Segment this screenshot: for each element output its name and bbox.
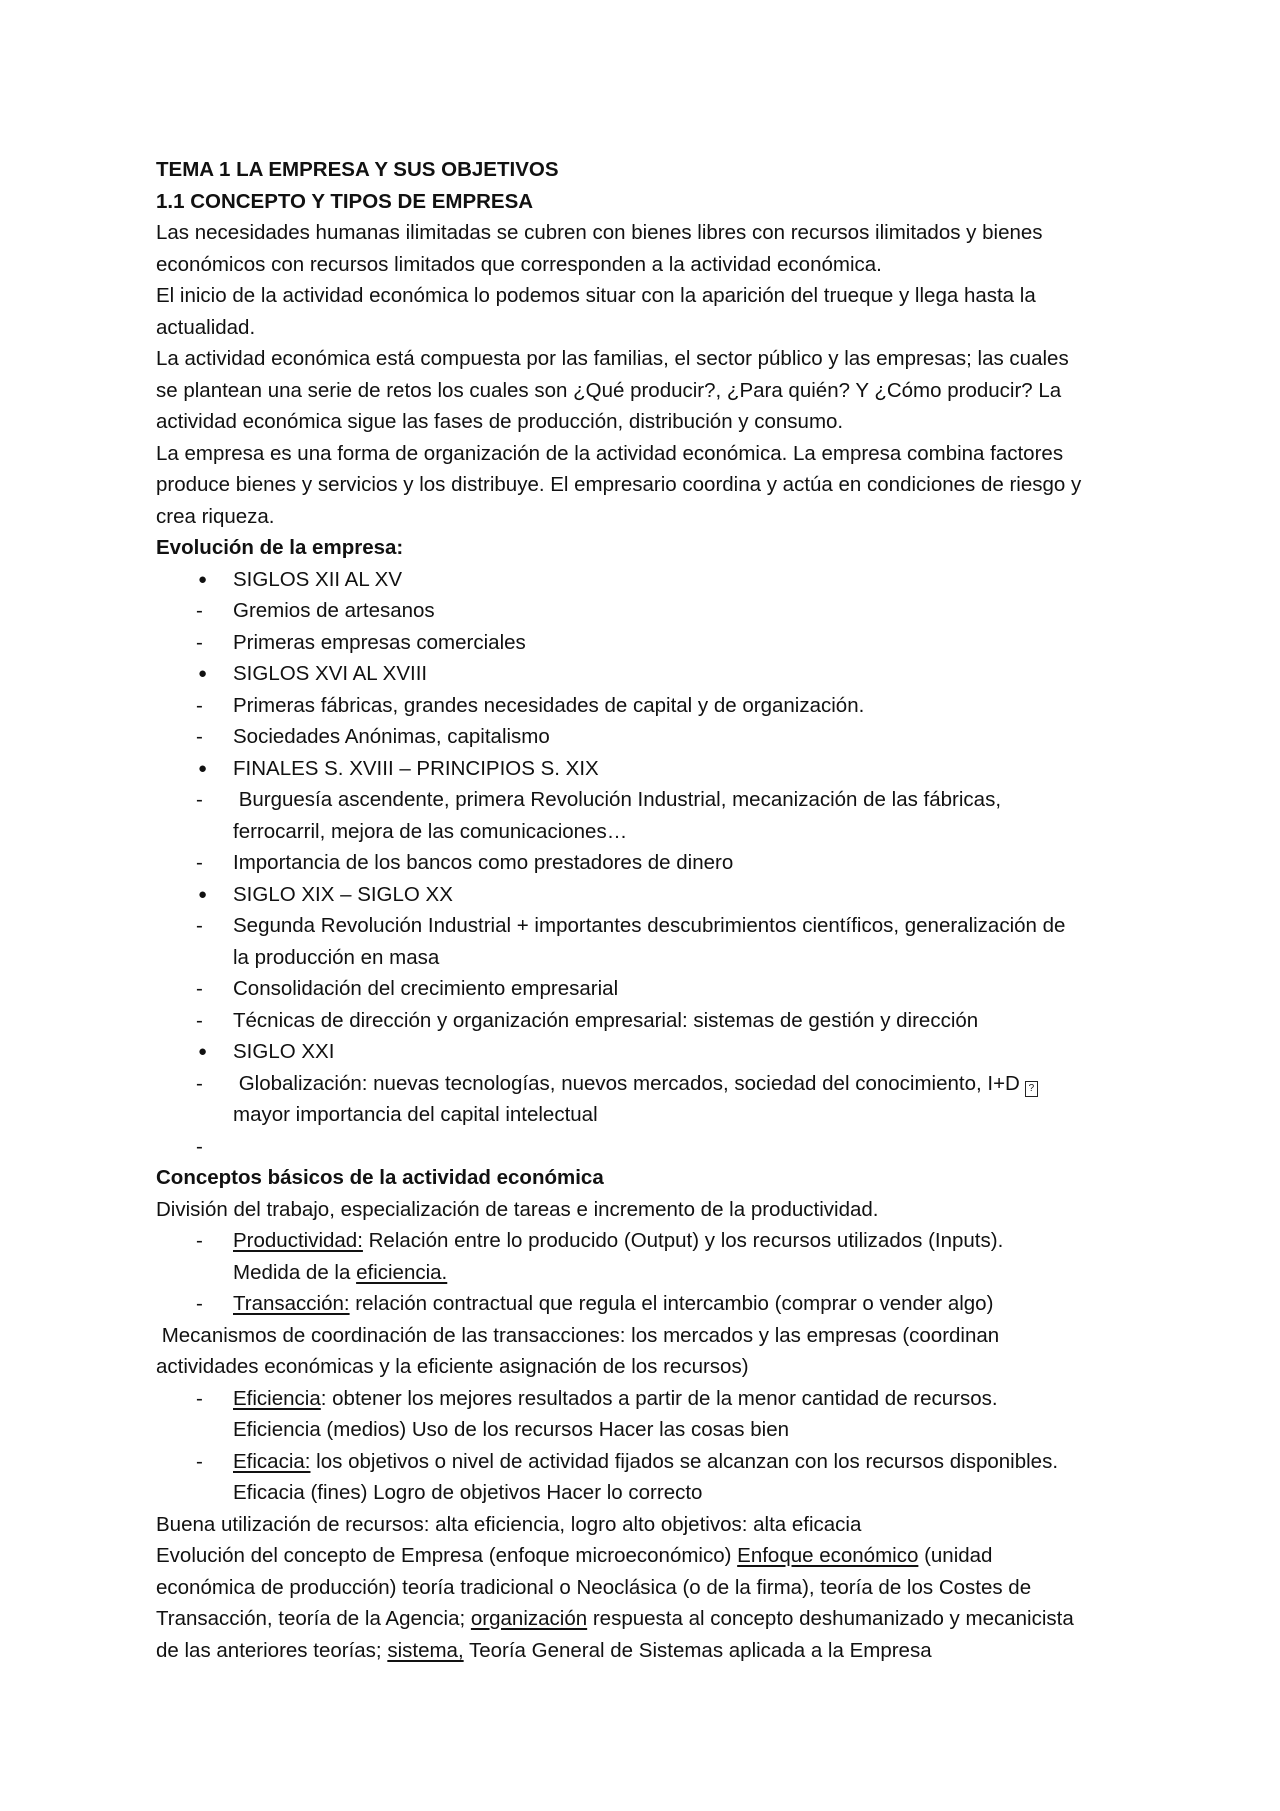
evolution-list [156, 564, 1136, 1163]
document-page [156, 154, 1136, 1666]
list-item: - Gremios de artesanos [156, 595, 1136, 627]
list-item-continuation: ferrocarril, mejora de las comunicaciones… [233, 819, 628, 843]
list-item: ● SIGLO XIX – SIGLO XX [156, 879, 1136, 911]
dash-icon: - [196, 977, 203, 1000]
dash-icon: - [196, 1008, 203, 1032]
intro-paragraph [156, 217, 1136, 532]
text-line: La empresa es una forma de organización de la actividad económica. La empresa combina factores [156, 441, 1064, 465]
dash-icon: - [196, 725, 203, 748]
bullet-icon: ● [198, 885, 208, 903]
list-item: - Primeras empresas comerciales [156, 627, 1136, 659]
bullet-icon: ● [198, 759, 208, 777]
dash-icon: - [196, 1229, 203, 1252]
list-item: ● FINALES S. XVIII – PRINCIPIOS S. XIX [156, 753, 1136, 785]
dash-icon: - [196, 1386, 203, 1410]
list-item: - Productividad: Relación entre lo producido (Output) y los recursos utilizados (Inputs). [156, 1225, 1136, 1257]
list-item-continuation: Eficacia (fines) Logro de objetivos Hacer lo correcto [233, 1481, 703, 1504]
bullet-icon: ● [198, 570, 208, 588]
dash-icon: - [196, 1292, 203, 1315]
term-organizacion: organización [470, 1607, 588, 1630]
dash-icon: - [196, 788, 203, 811]
text-line: Buena utilización de recursos: alta eficiencia, logro alto objetivos: alta eficacia [156, 1512, 862, 1536]
list-item: - Eficiencia: obtener los mejores resultados a partir de la menor cantidad de recursos. [156, 1383, 1136, 1415]
bullet-icon: ● [198, 665, 208, 682]
dash-icon: - [196, 693, 203, 717]
text-line: actualidad. [156, 315, 256, 339]
document-title: TEMA 1 LA EMPRESA Y SUS OBJETIVOS [156, 158, 559, 181]
text-line: La actividad económica está compuesta por las familias, el sector público y las empresas; las cuales [156, 347, 1069, 370]
term-eficiencia-ref: eficiencia. [356, 1260, 448, 1284]
list-item: - Eficacia: los objetivos o nivel de actividad fijados se alcanzan con los recursos disponibles. [156, 1446, 1136, 1478]
list-item: - Sociedades Anónimas, capitalismo [156, 721, 1136, 753]
dash-icon: - [196, 1449, 203, 1473]
term-enfoque-economico: Enfoque económico [737, 1544, 919, 1567]
list-item: - Técnicas de dirección y organización empresarial: sistemas de gestión y dirección [156, 1005, 1136, 1037]
text-line: División del trabajo, especialización de tareas e incremento de la productividad. [156, 1197, 879, 1221]
term-productividad: Productividad: [233, 1229, 363, 1252]
text-line: El inicio de la actividad económica lo podemos situar con la aparición del trueque y llega hasta la [156, 284, 1036, 307]
list-item: - Importancia de los bancos como prestadores de dinero [156, 847, 1136, 879]
text-line: produce bienes y servicios y los distribuye. El empresario coordina y actúa en condiciones de riesgo y [156, 473, 1082, 496]
list-item-continuation: la producción en masa [233, 945, 440, 969]
list-item: - Burguesía ascendente, primera Revolución Industrial, mecanización de las fábricas, [156, 784, 1136, 816]
text-line: Las necesidades humanas ilimitadas se cubren con bienes libres con recursos ilimitados y bienes [156, 221, 1043, 244]
list-item-continuation: Eficiencia (medios) Uso de los recursos Hacer las cosas bien [233, 1418, 790, 1441]
list-item-continuation: Medida de la eficiencia. [233, 1260, 448, 1284]
list-item: ● SIGLOS XII AL XV [156, 564, 1136, 596]
text-line: Transacción, teoría de la Agencia; organización respuesta al concepto deshumanizado y mecanicista [156, 1607, 1074, 1630]
list-item: - Globalización: nuevas tecnologías, nuevos mercados, sociedad del conocimiento, I+D ? [156, 1068, 1136, 1100]
term-transaccion: Transacción: [233, 1292, 350, 1315]
term-eficiencia: Eficiencia [233, 1386, 321, 1410]
list-item-empty [156, 1131, 1136, 1163]
basics-heading: Conceptos básicos de la actividad económica [156, 1166, 604, 1189]
list-item: - Consolidación del crecimiento empresarial [156, 973, 1136, 1005]
list-item-continuation: mayor importancia del capital intelectual [233, 1103, 598, 1126]
dash-icon: - [196, 914, 203, 937]
text-line: se plantean una serie de retos los cuales son ¿Qué producir?, ¿Para quién? Y ¿Cómo producir? La [156, 378, 1062, 402]
text-line: económicos con recursos limitados que corresponden a la actividad económica. [156, 252, 882, 276]
list-item: - Transacción: relación contractual que regula el intercambio (comprar o vender algo) [156, 1288, 1136, 1320]
bullet-icon: ● [198, 1043, 208, 1060]
section-heading: 1.1 CONCEPTO Y TIPOS DE EMPRESA [156, 189, 534, 213]
text-line: crea riqueza. [156, 504, 275, 528]
dash-icon: - [196, 599, 203, 622]
text-line: económica de producción) teoría tradicional o Neoclásica (o de la firma), teoría de los Costes de [156, 1575, 1032, 1599]
dash-icon: - [196, 630, 203, 654]
dash-icon: - [196, 851, 203, 874]
list-item: - Primeras fábricas, grandes necesidades de capital y de organización. [156, 690, 1136, 722]
term-sistema: sistema, [387, 1638, 464, 1662]
text-line: Mecanismos de coordinación de las transacciones: los mercados y las empresas (coordinan [156, 1323, 1000, 1347]
missing-glyph-icon: ? [1025, 1081, 1038, 1097]
dash-icon: - [196, 1134, 203, 1158]
text-line: actividades económicas y la eficiente asignación de los recursos) [156, 1355, 749, 1378]
list-item: ● SIGLOS XVI AL XVIII [156, 658, 1136, 690]
list-item: - Segunda Revolución Industrial + importantes descubrimientos científicos, generalización de [156, 910, 1136, 942]
text-line: actividad económica sigue las fases de producción, distribución y consumo. [156, 410, 844, 433]
text-line: de las anteriores teorías; sistema, Teoría General de Sistemas aplicada a la Empresa [156, 1638, 932, 1662]
text-line: Evolución del concepto de Empresa (enfoque microeconómico) Enfoque económico (unidad [156, 1544, 993, 1567]
list-item: ● SIGLO XXI [156, 1036, 1136, 1068]
evolution-heading: Evolución de la empresa: [156, 536, 404, 559]
dash-icon: - [196, 1071, 203, 1095]
term-eficacia: Eficacia: [233, 1449, 311, 1473]
